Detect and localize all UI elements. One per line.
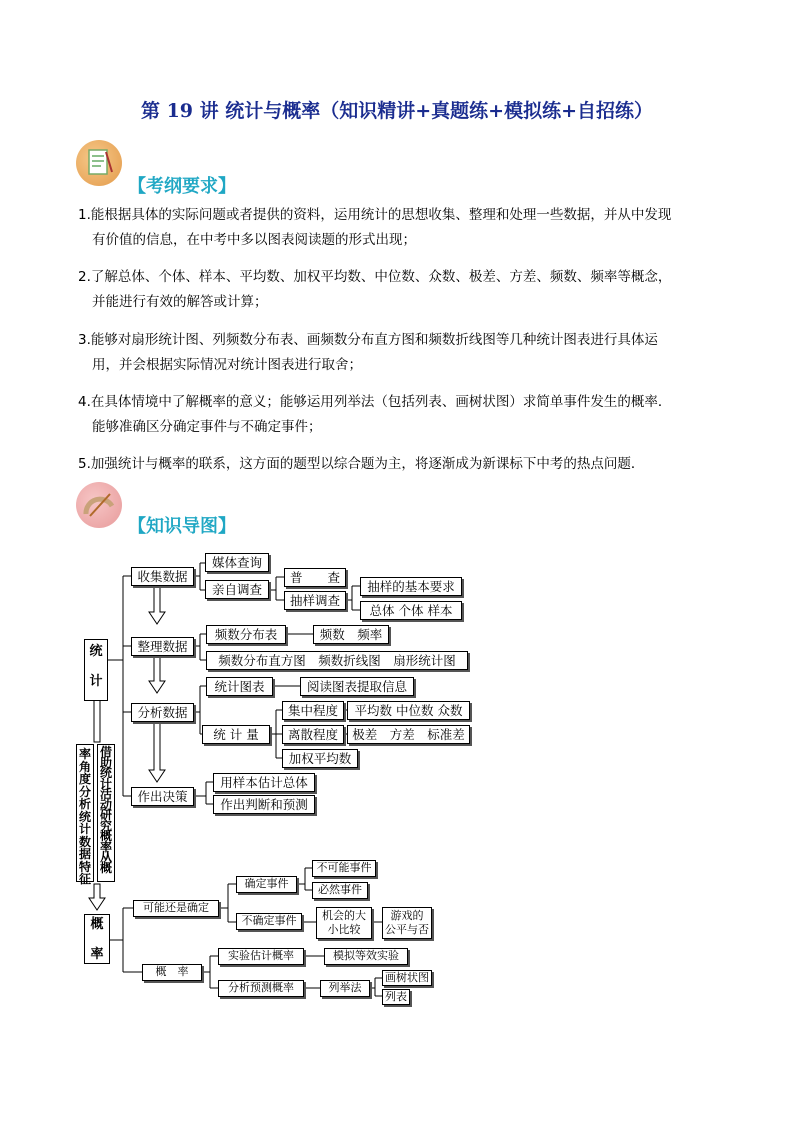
node-chart: 统计图表 [206, 677, 273, 696]
item-line: 有价值的信息，在中考中多以图表阅读题的形式出现； [92, 232, 416, 248]
page-title: 第 19 讲 统计与概率（知识精讲+真题练+模拟练+自招练） [140, 100, 654, 122]
section-heading-requirements: 【考纲要求】 [128, 176, 236, 197]
node-read-chart: 阅读图表提取信息 [300, 677, 414, 696]
node-experiment: 实验估计概率 [218, 948, 304, 965]
node-freq: 频数 频率 [313, 625, 389, 644]
node-sample-survey: 抽样调查 [284, 591, 346, 610]
section-heading-knowledge-map: 【知识导图】 [128, 516, 236, 537]
node-impossible: 不可能事件 [312, 860, 376, 877]
node-decision: 作出决策 [131, 787, 194, 806]
item-line: 用，并会根据实际情况对统计图表进行取舍； [92, 357, 362, 373]
node-probability [84, 914, 110, 964]
node-vertical-left [76, 744, 94, 886]
node-analyze-predict: 分析预测概率 [218, 980, 304, 997]
node-probability-sub: 概 率 [142, 964, 202, 981]
item-line: 5.加强统计与概率的联系，这方面的题型以综合题为主，将逐渐成为新课标下中考的热点问题． [78, 456, 645, 472]
node-freq-table: 频数分布表 [206, 625, 286, 644]
node-label: 借助统计活动研究概率从概 [99, 745, 112, 875]
node-analyze: 分析数据 [131, 703, 194, 722]
item-line: 1.能根据具体的实际问题或者提供的资料，运用统计的思想收集、整理和处理一些数据，并从中发现 [78, 207, 672, 223]
node-label: 率角度分析统计数据特征 [78, 747, 91, 886]
node-range: 极差 方差 标准差 [347, 725, 470, 744]
node-central: 集中程度 [282, 701, 344, 720]
node-certain: 确定事件 [236, 876, 297, 893]
node-label: 游戏的 公平与否 [385, 909, 429, 936]
node-inevitable: 必然事件 [312, 882, 368, 899]
node-statistics [84, 639, 108, 701]
node-label: 统 计 [89, 644, 103, 689]
node-possible: 可能还是确定 [133, 900, 219, 917]
node-self-survey: 亲自调查 [205, 580, 269, 599]
node-population: 总体 个体 样本 [360, 601, 462, 620]
node-collect: 收集数据 [131, 567, 194, 586]
item-line: 2.了解总体、个体、样本、平均数、加权平均数、中位数、众数、极差、方差、频数、频率等概念， [78, 269, 672, 285]
item-line: 4.在具体情境中了解概率的意义；能够运用列举法（包括列表、画树状图）求简单事件发生的概率． [78, 394, 672, 410]
node-vertical-right [97, 744, 115, 882]
node-statistic: 统 计 量 [202, 725, 270, 744]
node-organize: 整理数据 [131, 637, 194, 656]
item-line: 并能进行有效的解答或计算； [92, 294, 268, 310]
node-weighted: 加权平均数 [282, 749, 358, 768]
node-fairness [382, 907, 432, 939]
node-list: 列表 [382, 989, 410, 1005]
node-label: 概 率 [90, 917, 104, 962]
node-dispersion: 离散程度 [282, 725, 344, 744]
node-simulate: 模拟等效实验 [324, 948, 408, 965]
node-averages: 平均数 中位数 众数 [347, 701, 470, 720]
node-uncertain: 不确定事件 [236, 913, 302, 930]
node-label: 机会的大 小比较 [322, 909, 366, 936]
node-sample-req: 抽样的基本要求 [360, 577, 462, 596]
node-estimate: 用样本估计总体 [213, 773, 315, 792]
node-histogram: 频数分布直方图 频数折线图 扇形统计图 [206, 651, 468, 670]
node-tree-diagram: 画树状图 [382, 970, 432, 986]
node-enumerate: 列举法 [320, 980, 370, 997]
node-predict: 作出判断和预测 [213, 795, 315, 814]
item-line: 能够准确区分确定事件与不确定事件； [92, 419, 322, 435]
node-compare [316, 907, 372, 939]
node-media: 媒体查询 [205, 553, 269, 572]
item-line: 3.能够对扇形统计图、列频数分布表、画频数分布直方图和频数折线图等几种统计图表进行具体运 [78, 332, 658, 348]
node-census: 普 查 [284, 568, 346, 587]
